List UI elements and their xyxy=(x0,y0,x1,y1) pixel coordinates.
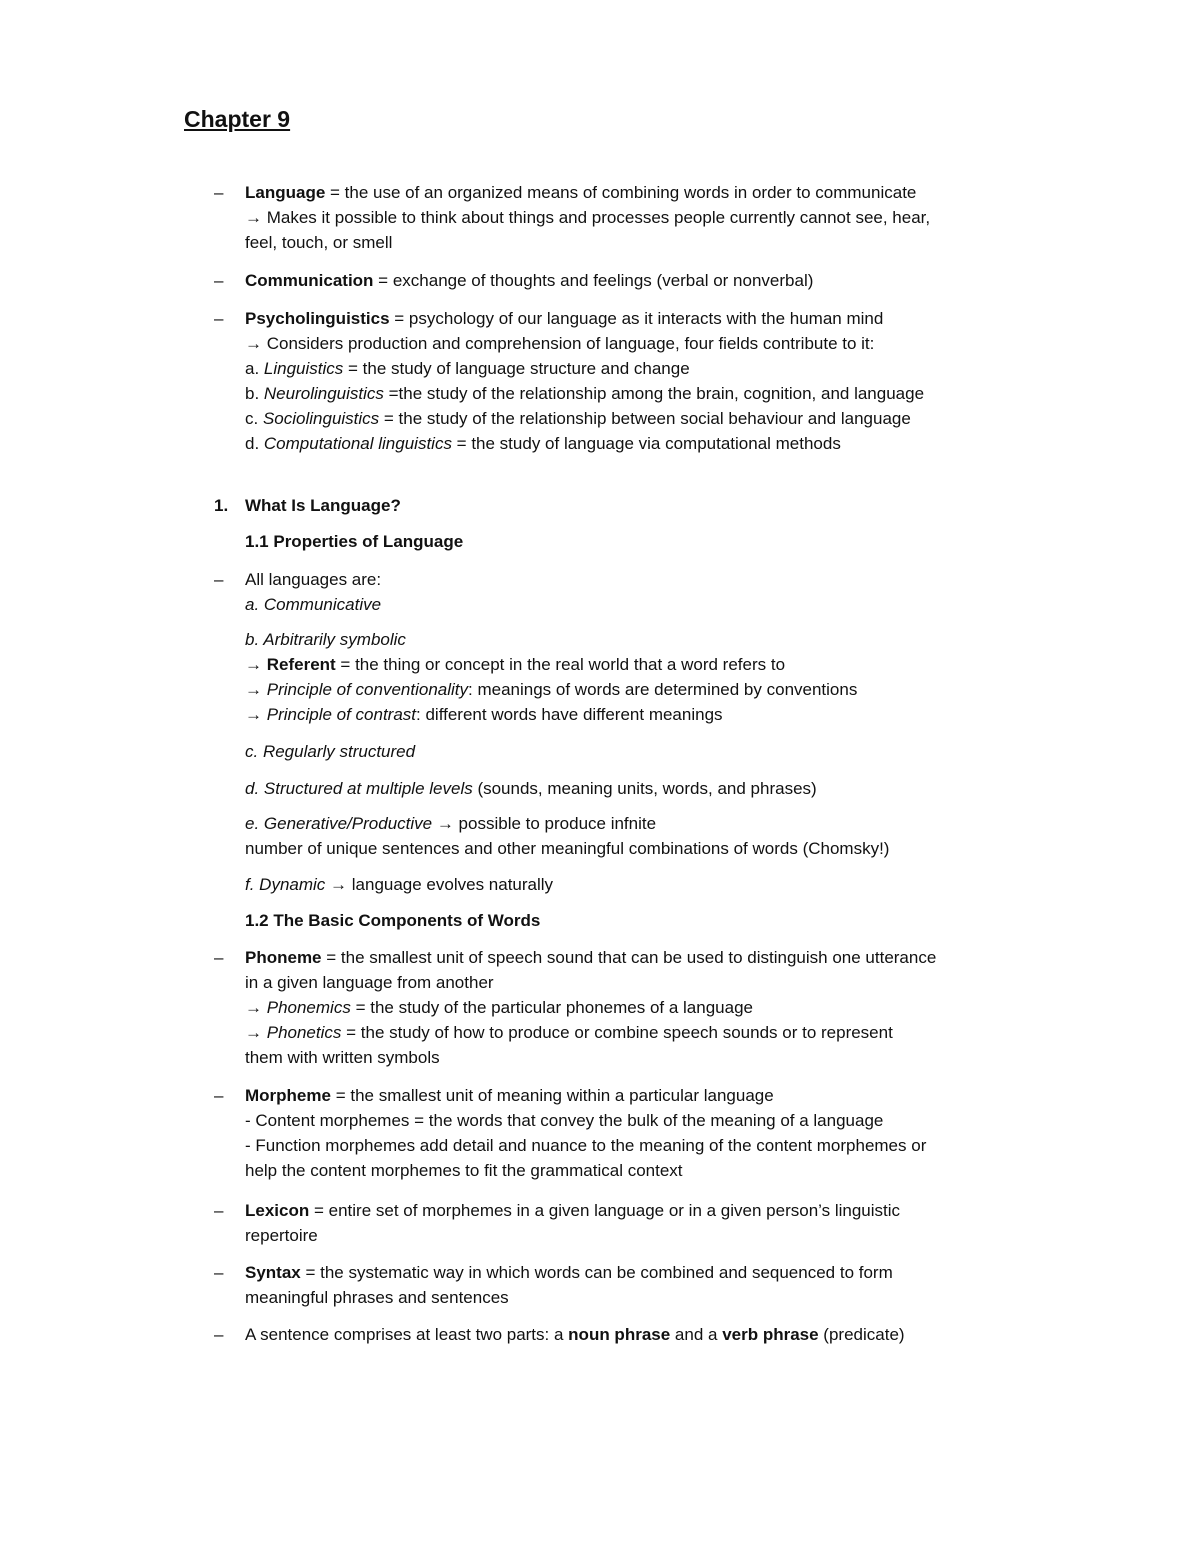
property-b-block: b. Arbitrarily symbolic → Referent = the thing or concept in the real world that a word refers to → Principle of conventionality: meanings of words are determined by conventions → Principle of contrast: different words have different meanings xyxy=(245,630,858,724)
arrow-icon: → xyxy=(330,875,348,894)
property-e-block: e. Generative/Productive → possible to produce infnite number of unique sentences and other meaningful combinations of words (Chomsky!) xyxy=(245,814,890,858)
dash-bullet: – xyxy=(214,309,224,328)
field-item: c. Sociolinguistics = the study of the relationship between social behaviour and language xyxy=(245,409,911,428)
dash-bullet: – xyxy=(214,183,224,202)
field-item: a. Linguistics = the study of language structure and change xyxy=(245,359,690,378)
term-noun-phrase: noun phrase xyxy=(568,1325,671,1344)
property-d: d. Structured at multiple levels xyxy=(245,779,473,798)
language-note-line-2: feel, touch, or smell xyxy=(245,233,393,252)
sentence-entry: A sentence comprises at least two parts: a noun phrase and a verb phrase (predicate) xyxy=(245,1325,905,1344)
subsection-heading: 1.1 Properties of Language xyxy=(245,532,464,551)
dash-bullet: – xyxy=(214,1086,224,1105)
psycholinguistics-entry: Psycholinguistics = psychology of our language as it interacts with the human mind → Considers production and comprehension of language, four fields contribute to it: a. Linguistics = the study of language structure and change b. Neurolinguistics =the study of the relationship among the brain, cognition, and language c. Sociolinguistics = the study of the relationship between social behaviour and language d. Computational linguistics = the study of language via computational methods xyxy=(245,306,1045,456)
page-title: Chapter 9 xyxy=(184,106,291,132)
property-f: f. Dynamic xyxy=(245,875,331,894)
arrow-icon: → xyxy=(245,680,262,699)
syntax-entry: Syntax = the systematic way in which words can be combined and sequenced to form meaningful phrases and sentences xyxy=(245,1263,893,1307)
properties-list: All languages are: a. Communicative xyxy=(245,570,382,614)
property-c: c. Regularly structured xyxy=(245,742,416,761)
arrow-icon: → xyxy=(245,998,262,1017)
property-d-block: d. Structured at multiple levels (sounds, meaning units, words, and phrases) xyxy=(245,779,817,798)
dash-bullet: – xyxy=(214,1325,224,1344)
term-phoneme: Phoneme xyxy=(245,948,322,967)
term-language: Language xyxy=(245,183,326,202)
field-item: b. Neurolinguistics =the study of the relationship among the brain, cognition, and language xyxy=(245,384,925,403)
subsection-heading: 1.2 The Basic Components of Words xyxy=(245,911,541,930)
term-psycholinguistics: Psycholinguistics xyxy=(245,309,390,328)
field-item: d. Computational linguistics = the study of language via computational methods xyxy=(245,434,841,453)
arrow-icon: → xyxy=(245,655,262,674)
term-syntax: Syntax xyxy=(245,1263,301,1282)
section-heading: What Is Language? xyxy=(245,496,401,515)
term-verb-phrase: verb phrase xyxy=(722,1325,819,1344)
arrow-icon: → xyxy=(245,1023,262,1042)
term-lexicon: Lexicon xyxy=(245,1201,310,1220)
section-number: 1. xyxy=(214,496,229,515)
dash-bullet: – xyxy=(214,271,224,290)
property-b: b. Arbitrarily symbolic xyxy=(245,630,406,649)
language-definition-line: Language = the use of an organized means of combining words in order to communicate xyxy=(245,183,917,202)
phoneme-entry: Phoneme = the smallest unit of speech sound that can be used to distinguish one utterance in a given language from another → Phonemics = the study of the particular phonemes of a language → Phonetics = the study of how to produce or combine speech sounds or to represent them with written symbols xyxy=(245,948,937,1067)
property-a: a. Communicative xyxy=(245,595,382,614)
language-note-line: → Makes it possible to think about things and processes people currently cannot see, hear, xyxy=(245,208,931,227)
property-f-block: f. Dynamic → language evolves naturally xyxy=(245,875,554,894)
term-communication: Communication xyxy=(245,271,374,290)
term-morpheme: Morpheme xyxy=(245,1086,331,1105)
property-e: e. Generative/Productive xyxy=(245,814,437,833)
arrow-icon: → xyxy=(245,334,262,353)
property-c-block xyxy=(245,739,1045,764)
arrow-icon: → xyxy=(245,705,262,724)
communication-entry: Communication = exchange of thoughts and feelings (verbal or nonverbal) xyxy=(245,271,814,290)
arrow-icon: → xyxy=(436,814,454,833)
language-entry xyxy=(245,180,1045,255)
dash-bullet: – xyxy=(214,1263,224,1282)
arrow-icon: → xyxy=(245,208,262,227)
dash-bullet: – xyxy=(214,1201,224,1220)
lexicon-entry: Lexicon = entire set of morphemes in a given language or in a given person’s linguistic repertoire xyxy=(245,1201,901,1245)
morpheme-entry: Morpheme = the smallest unit of meaning within a particular language - Content morphemes = the words that convey the bulk of the meaning of a language - Function morphemes add detail and nuance to the meaning of the content morphemes or help the content morphemes to fit the grammatical context xyxy=(245,1086,927,1180)
dash-bullet: – xyxy=(214,570,224,589)
dash-bullet: – xyxy=(214,948,224,967)
